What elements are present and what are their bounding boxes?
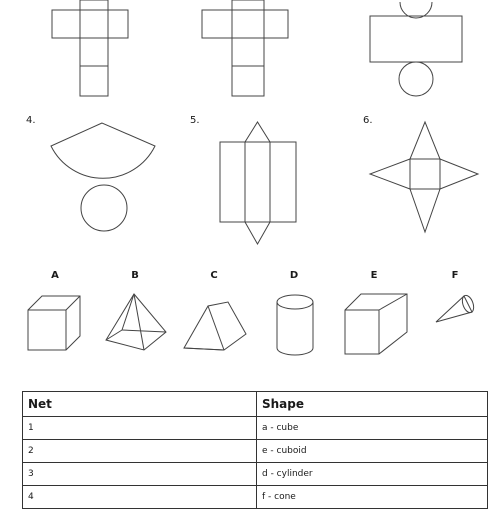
net-cell: 2 [23,440,257,463]
net-number-label: 6. [363,115,373,126]
cuboid-icon [343,292,409,358]
triangular-prism-icon [182,298,248,354]
table-row [23,463,488,486]
net-cell: 3 [23,463,257,486]
table-header-row [23,392,488,417]
header-net: Net [23,392,257,417]
net-number-label: 5. [190,115,200,126]
shape-cell: a - cube [257,417,488,440]
cylinder-icon [274,292,316,358]
shape-letter-d: D [289,270,299,281]
shape-cell: f - cone [257,486,488,509]
shape-letter-c: C [210,270,218,281]
triangular-prism-net-icon [218,120,298,246]
table-row [23,440,488,463]
net-cell: 4 [23,486,257,509]
shape-cell: d - cylinder [257,463,488,486]
cone-icon [434,292,478,328]
shape-letter-a: A [51,270,59,281]
cube-icon [26,292,82,354]
shape-letter-e: E [370,270,378,281]
net-cell: 1 [23,417,257,440]
cube-net-icon [50,0,130,100]
table-row [23,417,488,440]
cylinder-net-icon [368,0,464,106]
shape-cell: e - cuboid [257,440,488,463]
cone-net-icon [44,120,162,238]
square-pyramid-net-icon [368,120,480,234]
cuboid-net-icon [200,0,290,100]
shape-letter-b: B [131,270,139,281]
square-pyramid-icon [104,292,168,354]
net-number-label: 4. [26,115,36,126]
header-shape: Shape [257,392,488,417]
answer-table [22,391,488,509]
table-row [23,486,488,509]
shape-letter-f: F [451,270,459,281]
